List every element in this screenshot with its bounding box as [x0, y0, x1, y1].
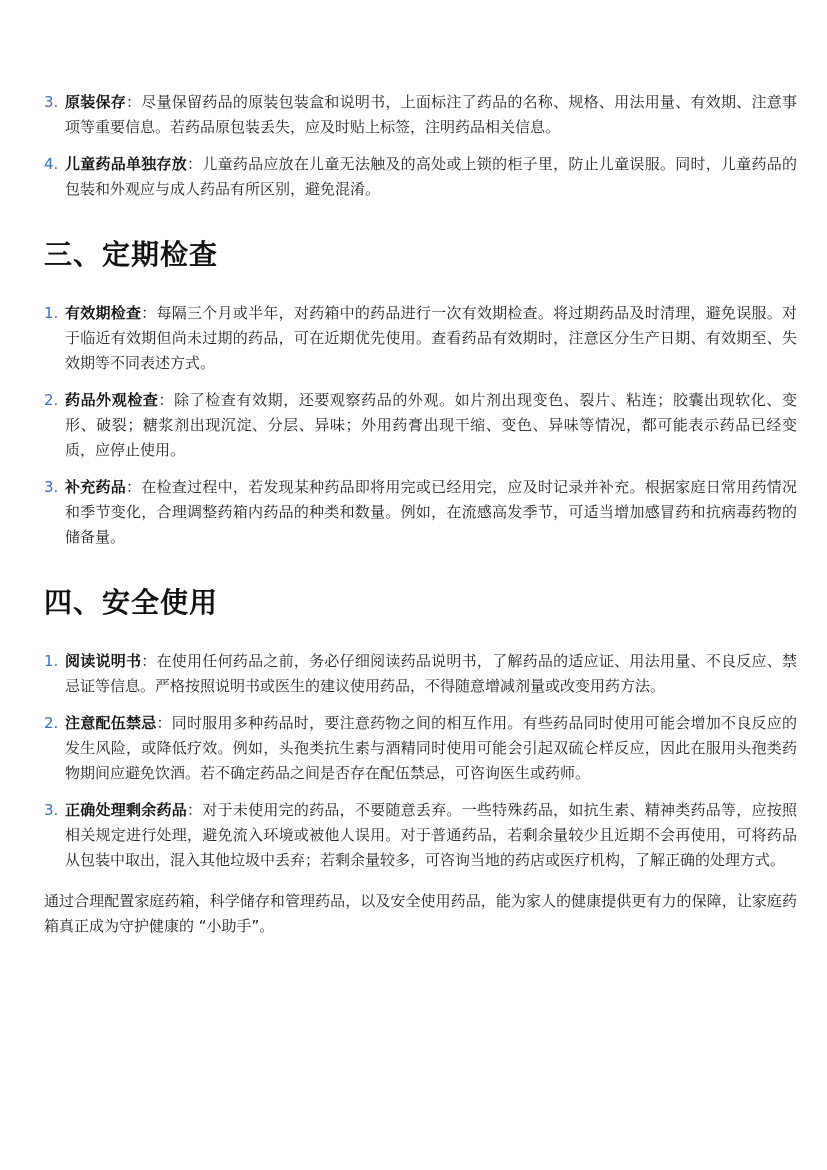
list-number: 3.: [44, 801, 59, 819]
list-number: 1.: [44, 652, 59, 670]
storage-list-continued: [44, 90, 797, 202]
list-term: 注意配伍禁忌: [65, 714, 157, 732]
term-separator: ：: [156, 714, 172, 732]
list-item: [44, 152, 797, 202]
term-separator: ：: [126, 93, 142, 111]
list-term: 原装保存: [65, 93, 127, 111]
term-separator: ：: [126, 478, 142, 496]
term-separator: ：: [187, 155, 203, 173]
closing-paragraph: 通过合理配置家庭药箱，科学储存和管理药品，以及安全使用药品，能为家人的健康提供更有力的保障，让家庭药箱真正成为守护健康的 “小助手”。: [44, 892, 797, 935]
list-item: [44, 649, 797, 699]
list-number: 3.: [44, 478, 59, 496]
term-separator: ：: [141, 652, 157, 670]
list-number: 2.: [44, 714, 59, 732]
section-heading-regular-check: 三、定期检查: [44, 238, 219, 271]
safe-use-list: [44, 649, 797, 873]
list-term: 有效期检查: [65, 304, 142, 322]
list-number: 4.: [44, 155, 59, 173]
list-text: 尽量保留药品的原装包装盒和说明书，上面标注了药品的名称、规格、用法用量、有效期、注意事项等重要信息。若药品原包装丢失，应及时贴上标签，注明药品相关信息。: [65, 93, 797, 136]
list-number: 2.: [44, 391, 59, 409]
list-text: 除了检查有效期，还要观察药品的外观。如片剂出现变色、裂片、粘连；胶囊出现软化、变形、破裂；糖浆剂出现沉淀、分层、异味；外用药膏出现干缩、变色、异味等情况，都可能表示药品已经变质，应停止使用。: [65, 391, 797, 459]
list-item: [44, 90, 797, 140]
list-text: 同时服用多种药品时，要注意药物之间的相互作用。有些药品同时使用可能会增加不良反应的发生风险，或降低疗效。例如，头孢类抗生素与酒精同时使用可能会引起双硫仑样反应，因此在服用头孢类药物期间应避免饮酒。若不确定药品之间是否存在配伍禁忌，可咨询医生或药师。: [65, 714, 797, 782]
term-separator: ：: [158, 391, 175, 409]
section-heading-safe-use: 四、安全使用: [44, 586, 219, 619]
list-text: 在使用任何药品之前，务必仔细阅读药品说明书，了解药品的适应证、用法用量、不良反应、禁忌证等信息。严格按照说明书或医生的建议使用药品，不得随意增减剂量或改变用药方法。: [65, 652, 797, 695]
list-text: 在检查过程中，若发现某种药品即将用完或已经用完，应及时记录并补充。根据家庭日常用药情况和季节变化，合理调整药箱内药品的种类和数量。例如，在流感高发季节，可适当增加感冒药和抗病毒药物的储备量。: [65, 478, 797, 546]
term-separator: ：: [141, 304, 157, 322]
list-term: 儿童药品单独存放: [65, 155, 188, 173]
list-term: 补充药品: [65, 478, 127, 496]
list-term: 正确处理剩余药品: [65, 801, 188, 819]
list-item: [44, 711, 797, 786]
list-number: 3.: [44, 93, 59, 111]
term-separator: ：: [187, 801, 203, 819]
list-item: [44, 475, 797, 550]
list-term: 阅读说明书: [65, 652, 142, 670]
list-item: [44, 798, 797, 873]
list-text: 对于未使用完的药品，不要随意丢弃。一些特殊药品，如抗生素、精神类药品等，应按照相关规定进行处理，避免流入环境或被他人误用。对于普通药品，若剩余量较少且近期不会再使用，可将药品从包装中取出，混入其他垃圾中丢弃；若剩余量较多，可咨询当地的药店或医疗机构，了解正确的处理方式。: [65, 801, 797, 869]
list-number: 1.: [44, 304, 59, 322]
list-text: 儿童药品应放在儿童无法触及的高处或上锁的柜子里，防止儿童误服。同时，儿童药品的包装和外观应与成人药品有所区别，避免混淆。: [65, 155, 797, 198]
list-term: 药品外观检查: [65, 391, 159, 409]
list-text: 每隔三个月或半年，对药箱中的药品进行一次有效期检查。将过期药品及时清理，避免误服。对于临近有效期但尚未过期的药品，可在近期优先使用。查看药品有效期时，注意区分生产日期、有效期至、失效期等不同表述方式。: [65, 304, 797, 372]
regular-check-list: [44, 301, 797, 550]
list-item: [44, 388, 797, 463]
list-item: [44, 301, 797, 376]
